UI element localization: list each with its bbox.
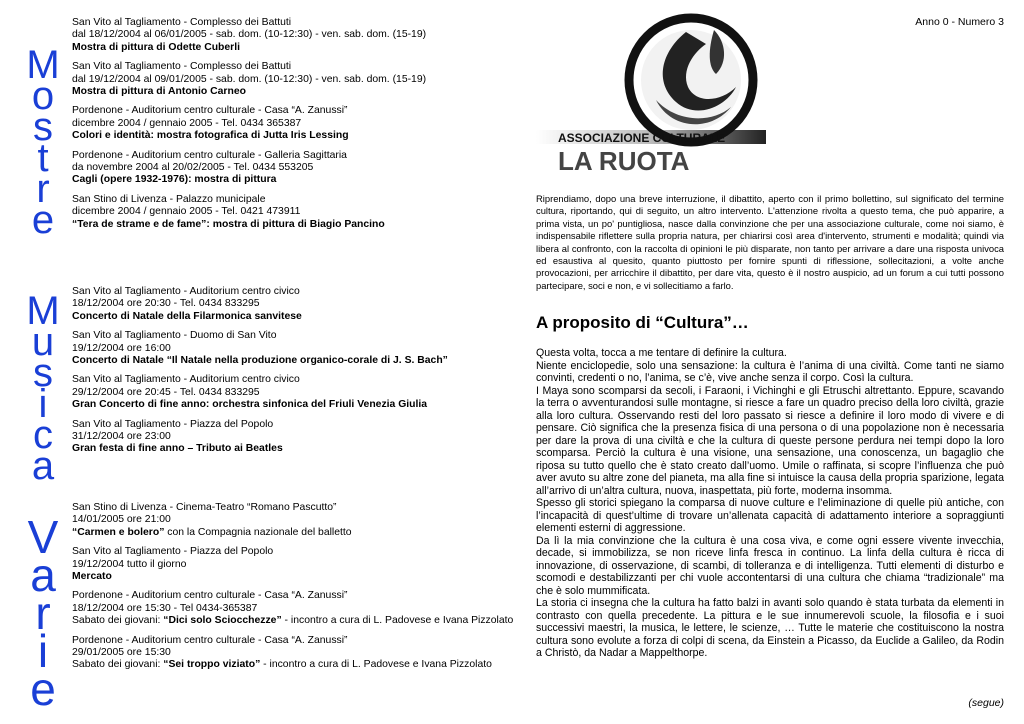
letter: c [33,413,53,457]
list-item [72,374,512,411]
letter: r [36,167,50,211]
list-item [72,17,512,54]
musica-event-list [72,286,512,463]
intro-paragraph: Riprendiamo, dopo una breve interruzione, il dibattito, aperto con il primo bollettino, sul significato del termine cultura, riportando, qui di seguito, un altro intervento. L'attenzione rivolta a questo tema, che può apparire, a prima vista, un po' puntigliosa, nasce dalla convinzione che per una associazione culturale, come noi siamo, è indispensabile riflettere sulla propria natura, per chiarirsi così area d'intervento, strumenti e modalità; quindi via libera al confronto, con la raccolta di opinioni le più disparate, non tanto per arrivare a dare una risposta univoca ed esaustiva al quesito, quanto piuttosto per fornire spunti di riflessione, sollecitazioni, a volte anche provocazioni, per arricchire il dibattito, per dare vita, questo è il nostro auspicio, ad un forum a cui tutti possono partecipare, soci e non, e vi sollecitiamo a farlo. [536,193,1004,291]
list-item [72,194,512,231]
article-paragraph: La storia ci insegna che la cultura ha fatto balzi in avanti solo quando è stata turbata da elementi in contrasto con quella precedente. La pittura e le sue innumerevoli scuole, la filosofia e i suoi successivi maestri, la musica, le lettere, le scienze, … Tutte le materie che costituiscono la nostra cultura sono evolute a forza di colpi di scena, da Einstein a Picasso, da Euclide a Galileo, da Rodin a Christò, da Nadar a Mappelthorpe. [536,597,1004,659]
list-item [72,150,512,187]
event-title-pre: Sabato dei giovani: [72,615,164,627]
list-item [72,419,512,456]
list-item [72,546,512,583]
list-item [72,61,512,98]
list-item [72,590,512,627]
logo-line2: LA RUOTA [558,146,690,176]
event-when: da novembre 2004 al 20/02/2005 - Tel. 0434 553205 [72,162,314,174]
event-when: dicembre 2004 / gennaio 2005 - Tel. 0421 473911 [72,206,301,218]
event-when: dal 19/12/2004 al 09/01/2005 - sab. dom. (10-12:30) - ven. sab. dom. (15-19) [72,73,427,85]
event-when: 18/12/2004 ore 20:30 - Tel. 0434 833295 [72,298,260,310]
varie-event-list [72,502,512,679]
event-place: San Vito al Tagliamento - Auditorium centro civico [72,374,300,386]
list-item [72,286,512,323]
event-place: San Vito al Tagliamento - Piazza del Popolo [72,546,274,558]
letter: u [31,320,55,364]
letter: i [38,382,48,426]
event-when: 29/01/2005 ore 15:30 [72,647,171,659]
letter: M [26,289,60,333]
event-place: San Vito al Tagliamento - Complesso dei Battuti [72,17,292,28]
letter: t [37,136,49,180]
mostre-event-list [72,17,512,238]
event-place: San Stino di Livenza - Palazzo municipale [72,193,266,205]
event-when: 31/12/2004 ore 23:00 [72,431,171,443]
event-title [72,659,512,671]
article-paragraph: Da lì la mia convinzione che la cultura è una cosa viva, e come ogni essere vivente invecchia, decade, si immobilizza, se non riceve linfa fresca in continuo. La linfa della cultura è ricca di innovazione, di osservazione, di scambi, di tolleranza e di intelligenza. Tutti elementi di disturbo e scomodi e destabilizzanti per chi vuole accontentarsi di una cultura che chiama “tradizionale” ma che è solo mummificata. [536,534,1004,597]
event-title-bold: “Carmen e bolero” [72,526,165,538]
letter: o [31,74,55,118]
event-when: 19/12/2004 ore 16:00 [72,342,171,354]
letter: r [35,587,51,639]
event-title: Mostra di pittura di Antonio Carneo [72,86,246,98]
event-place: San Vito al Tagliamento - Piazza del Popolo [72,418,274,430]
event-place: San Vito al Tagliamento - Complesso dei Battuti [72,61,292,73]
event-title [72,571,512,583]
list-item [72,502,512,539]
event-place: Pordenone - Auditorium centro culturale - Casa “A. Zanussi” [72,105,348,117]
event-when: 14/01/2005 ore 21:00 [72,514,171,526]
article-paragraph: I Maya sono scomparsi da secoli, i Faraoni, i Vichinghi e gli Etruschi altrettanto. Eppure, scavando la terra o avventurandosi sulle montagne, si riesce a fare un quadro preciso della loro civiltà, grazie alla loro cultura. Osservando resti del loro passato si riesce a definire il loro modo di vivere e di pensare. Ciò significa che la presenza fisica di una persona o di una popolazione non è necessaria per dare la prova di una civiltà e che la cultura di queste persone perdura nei tempi dopo la loro scomparsa. Perciò la cultura è una visione, una sensazione, una conoscenza, un bagaglio che riposa su tutto quello che è stato creato dall’uomo. Umile o raffinata, si scopre l’influenza che può aver avuto su altre zone del pianeta, ma alla fine si intuisce la causa della propria sparizione, legata all’arrivo di un’altra cultura, nuova, inaspettata, più forte, moderna insomma. [536,384,1004,497]
event-title: “Tera de strame e de fame”: mostra di pittura di Biagio Pancino [72,218,385,230]
event-when: 29/12/2004 ore 20:45 - Tel. 0434 833295 [72,386,260,398]
article-title: A proposito di “Cultura”… [536,313,749,332]
letter: e [31,198,55,242]
event-place: Pordenone - Auditorium centro culturale - Casa “A. Zanussi” [72,634,348,646]
event-title: Gran festa di fine anno – Tributo ai Beatles [72,443,283,455]
section-label-musica [22,289,64,488]
list-item [72,330,512,367]
article-paragraph: Niente enciclopedie, solo una sensazione: la cultura è l’anima di una civiltà. Come tanti ne siamo convinti, credenti o no, l’anima, se c’è, vive anche senza il corpo. Così la cultura. [536,359,1004,384]
event-when: 19/12/2004 tutto il giorno [72,558,187,570]
event-title: Concerto di Natale “Il Natale nella produzione organico-corale di J. S. Bach” [72,355,448,367]
event-title: Gran Concerto di fine anno: orchestra sinfonica del Friuli Venezia Giulia [72,399,428,411]
logo-line1: ASSOCIAZIONE CULTURALE [558,131,726,145]
event-title-rest: - incontro a cura di L. Padovese e Ivana Pizzolato [281,615,514,627]
list-item [72,105,512,142]
continued-label: (segue) [968,697,1004,709]
event-title-bold: “Sei troppo viziato” [163,659,261,671]
event-place: San Vito al Tagliamento - Duomo di San Vito [72,330,277,342]
section-label-mostre [22,43,64,242]
event-place: Pordenone - Auditorium centro culturale - Casa “A. Zanussi” [72,590,348,602]
letter: s [33,105,53,149]
event-place: Pordenone - Auditorium centro culturale - Galleria Sagittaria [72,149,347,161]
letter: a [31,444,55,488]
event-title: Colori e identità: mostra fotografica di Jutta Iris Lessing [72,130,349,142]
letter: a [30,549,56,601]
event-title-rest: - incontro a cura di L. Padovese e Ivana Pizzolato [260,659,492,671]
event-title: Mostra di pittura di Odette Cuberli [72,41,240,53]
article-paragraph: Spesso gli storici spiegano la comparsa di nuove culture e l’eliminazione di quelle più antiche, con l’incapacità di quest’ultime di trovare un’allenata capacità di adattamento interiore a sopraggiunti elementi esterni di aggressione. [536,497,1004,534]
event-title [72,527,512,539]
article-paragraph: Questa volta, tocca a me tentare di definire la cultura. [536,347,787,359]
article-body [536,347,1004,660]
event-place: San Vito al Tagliamento - Auditorium centro civico [72,286,300,297]
letter: s [33,351,53,395]
list-item [72,635,512,672]
event-title: Cagli (opere 1932-1976): mostra di pittura [72,174,277,186]
letter: V [27,511,59,563]
association-logo [536,12,766,182]
event-title [72,615,512,627]
event-title: Concerto di Natale della Filarmonica sanvitese [72,310,302,322]
logo-graphic [536,12,766,182]
event-title-bold: Mercato [72,571,112,583]
letter: i [37,625,49,677]
section-label-varie [22,511,64,715]
event-when: dicembre 2004 / gennaio 2005 - Tel. 0434 365387 [72,117,302,129]
letter: e [30,663,56,715]
event-title-bold: “Dici solo Sciocchezze” [163,615,282,627]
event-title-pre: Sabato dei giovani: [72,659,164,671]
letter: M [26,43,60,87]
event-when: dal 18/12/2004 al 06/01/2005 - sab. dom. (10-12:30) - ven. sab. dom. (15-19) [72,29,427,41]
event-title-rest: con la Compagnia nazionale del balletto [164,526,352,538]
event-when: 18/12/2004 ore 15:30 - Tel 0434-365387 [72,602,258,614]
event-place: San Stino di Livenza - Cinema-Teatro “Romano Pascutto” [72,502,337,513]
issue-number: Anno 0 - Numero 3 [915,16,1004,28]
